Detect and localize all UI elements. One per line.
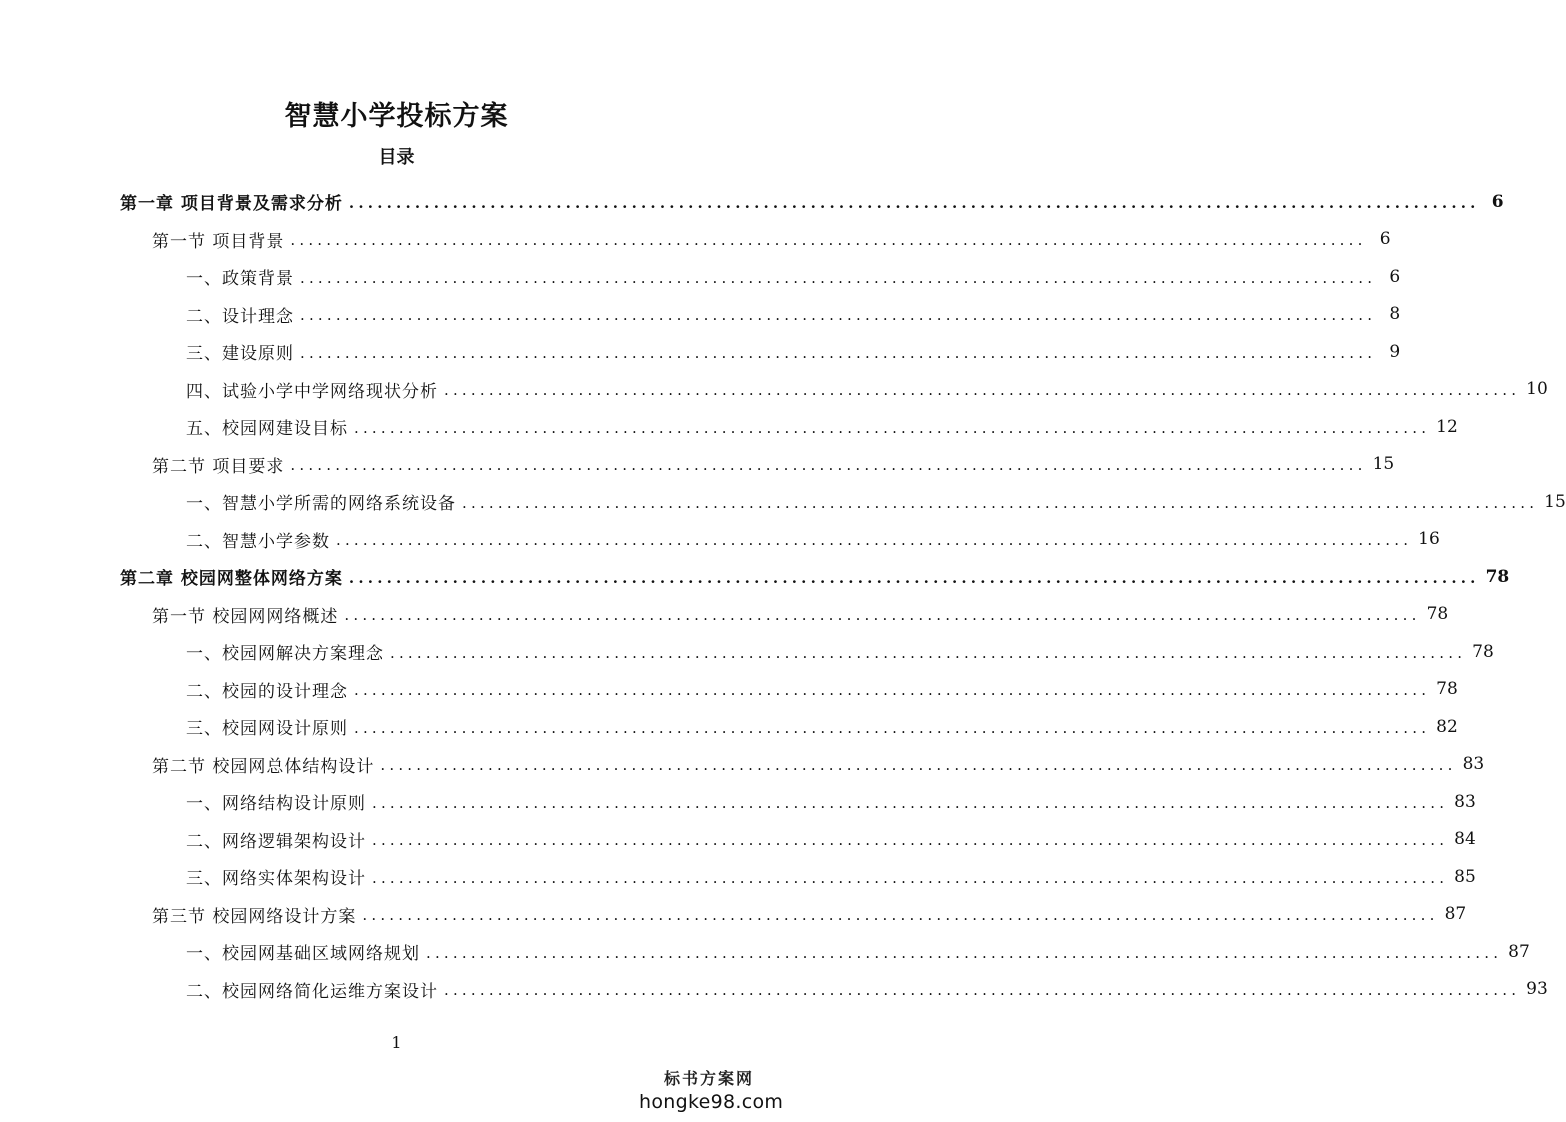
toc-dot-leader: ........................................................................................................................	[354, 418, 1431, 437]
toc-entry-page: 15	[1544, 491, 1566, 512]
toc-heading: 目录	[378, 147, 415, 168]
toc-dot-leader: ........................................................................................................................	[344, 606, 1421, 625]
toc-dot-leader: ........................................................................................................................	[372, 793, 1449, 812]
toc-entry-page: 93	[1526, 979, 1548, 1000]
toc-entry-page: 15	[1372, 454, 1395, 475]
toc-subsection-entry[interactable]	[0, 783, 1476, 821]
toc-entry-label: 二、校园的设计理念	[186, 681, 348, 702]
toc-entry-page: 8	[1389, 304, 1401, 325]
toc-entry-page: 6	[1389, 266, 1401, 287]
toc-entry-page: 87	[1508, 941, 1530, 962]
toc-entry-label: 第二节 校园网总体结构设计	[152, 756, 375, 777]
toc-entry-label: 二、设计理念	[186, 306, 294, 327]
toc-dot-leader: ........................................................................................................................	[372, 868, 1449, 887]
toc-section-entry[interactable]	[0, 221, 1391, 259]
toc-subsection-entry[interactable]	[0, 933, 1530, 971]
toc-dot-leader: ........................................................................................................................	[348, 568, 1480, 587]
toc-chapter-entry[interactable]	[0, 183, 1504, 221]
toc-dot-leader: ........................................................................................................................	[444, 381, 1521, 400]
toc-dot-leader: ........................................................................................................................	[348, 193, 1480, 212]
toc-dot-leader: ........................................................................................................................	[300, 268, 1377, 287]
watermark	[639, 1068, 784, 1114]
toc-entry-label: 二、网络逻辑架构设计	[186, 831, 366, 852]
toc-subsection-entry[interactable]	[0, 821, 1476, 859]
toc-entry-label: 第一章 项目背景及需求分析	[120, 194, 343, 215]
toc-dot-leader: ........................................................................................................................	[362, 906, 1439, 925]
watermark-url: hongke98.com	[639, 1091, 784, 1113]
toc-entry-page: 6	[1379, 229, 1391, 250]
toc-entry-page: 12	[1436, 416, 1458, 437]
toc-subsection-entry[interactable]	[0, 633, 1494, 671]
toc-dot-leader: ........................................................................................................................	[300, 306, 1377, 325]
toc-entry-label: 四、试验小学中学网络现状分析	[186, 381, 438, 402]
toc-entry-page: 16	[1418, 529, 1440, 550]
toc-entry-label: 二、校园网络简化运维方案设计	[186, 981, 438, 1002]
toc-entry-label: 第一节 项目背景	[152, 231, 285, 252]
toc-subsection-entry[interactable]	[0, 521, 1440, 559]
toc-subsection-entry[interactable]	[0, 371, 1548, 409]
toc-entry-label: 一、校园网基础区域网络规划	[186, 944, 420, 965]
toc-entry-label: 三、建设原则	[186, 344, 294, 365]
toc-entry-label: 三、网络实体架构设计	[186, 869, 366, 890]
toc-dot-leader: ........................................................................................................................	[290, 231, 1367, 250]
toc-subsection-entry[interactable]	[0, 858, 1476, 896]
toc-dot-leader: ........................................................................................................................	[300, 343, 1377, 362]
toc-dot-leader: ........................................................................................................................	[354, 718, 1431, 737]
toc-entry-page: 78	[1472, 641, 1494, 662]
toc-dot-leader: ........................................................................................................................	[444, 981, 1521, 1000]
toc-entry-page: 10	[1526, 379, 1548, 400]
toc-entry-label: 第二节 项目要求	[152, 456, 285, 477]
toc-entry-page: 78	[1436, 679, 1458, 700]
toc-section-entry[interactable]	[0, 596, 1449, 634]
toc-entry-page: 84	[1454, 829, 1476, 850]
toc-entry-page: 9	[1389, 341, 1401, 362]
toc-subsection-entry[interactable]	[0, 258, 1401, 296]
toc-entry-page: 83	[1454, 791, 1476, 812]
toc-section-entry[interactable]	[0, 746, 1485, 784]
page-number: 1	[391, 1033, 402, 1052]
toc-entry-label: 一、政策背景	[186, 269, 294, 290]
document-title: 智慧小学投标方案	[284, 101, 509, 132]
toc-subsection-entry[interactable]	[0, 671, 1458, 709]
toc-dot-leader: ........................................................................................................................	[426, 943, 1503, 962]
toc-dot-leader: ........................................................................................................................	[290, 456, 1367, 475]
toc-subsection-entry[interactable]	[0, 971, 1548, 1009]
toc-chapter-entry[interactable]	[0, 558, 1510, 596]
toc-subsection-entry[interactable]	[0, 333, 1401, 371]
toc-subsection-entry[interactable]	[0, 296, 1401, 334]
toc-entry-page: 83	[1462, 754, 1485, 775]
toc-entry-label: 五、校园网建设目标	[186, 419, 348, 440]
toc-subsection-entry[interactable]	[0, 408, 1458, 446]
toc-dot-leader: ........................................................................................................................	[354, 681, 1431, 700]
toc-dot-leader: ........................................................................................................................	[372, 831, 1449, 850]
watermark-name: 标书方案网	[663, 1069, 754, 1088]
toc-entry-label: 二、智慧小学参数	[186, 531, 330, 552]
toc-entry-label: 第一节 校园网网络概述	[152, 606, 339, 627]
toc-entry-label: 第二章 校园网整体网络方案	[120, 569, 343, 590]
toc-entry-label: 一、网络结构设计原则	[186, 794, 366, 815]
toc-subsection-entry[interactable]	[0, 708, 1458, 746]
toc-entry-page: 85	[1454, 866, 1476, 887]
toc-dot-leader: ........................................................................................................................	[380, 756, 1457, 775]
toc-dot-leader: ........................................................................................................................	[390, 643, 1467, 662]
toc-entry-page: 82	[1436, 716, 1458, 737]
toc-entry-label: 三、校园网设计原则	[186, 719, 348, 740]
toc-entry-label: 一、智慧小学所需的网络系统设备	[186, 494, 456, 515]
table-of-contents	[0, 183, 1566, 1008]
toc-dot-leader: ........................................................................................................................	[336, 531, 1413, 550]
toc-entry-label: 第三节 校园网络设计方案	[152, 906, 357, 927]
toc-entry-page: 78	[1426, 604, 1449, 625]
toc-subsection-entry[interactable]	[0, 483, 1566, 521]
toc-entry-page: 78	[1485, 566, 1510, 587]
toc-entry-label: 一、校园网解决方案理念	[186, 644, 384, 665]
toc-dot-leader: ........................................................................................................................	[462, 493, 1539, 512]
toc-entry-page: 6	[1491, 191, 1504, 212]
toc-section-entry[interactable]	[0, 896, 1467, 934]
toc-section-entry[interactable]	[0, 446, 1395, 484]
toc-entry-page: 87	[1444, 904, 1467, 925]
